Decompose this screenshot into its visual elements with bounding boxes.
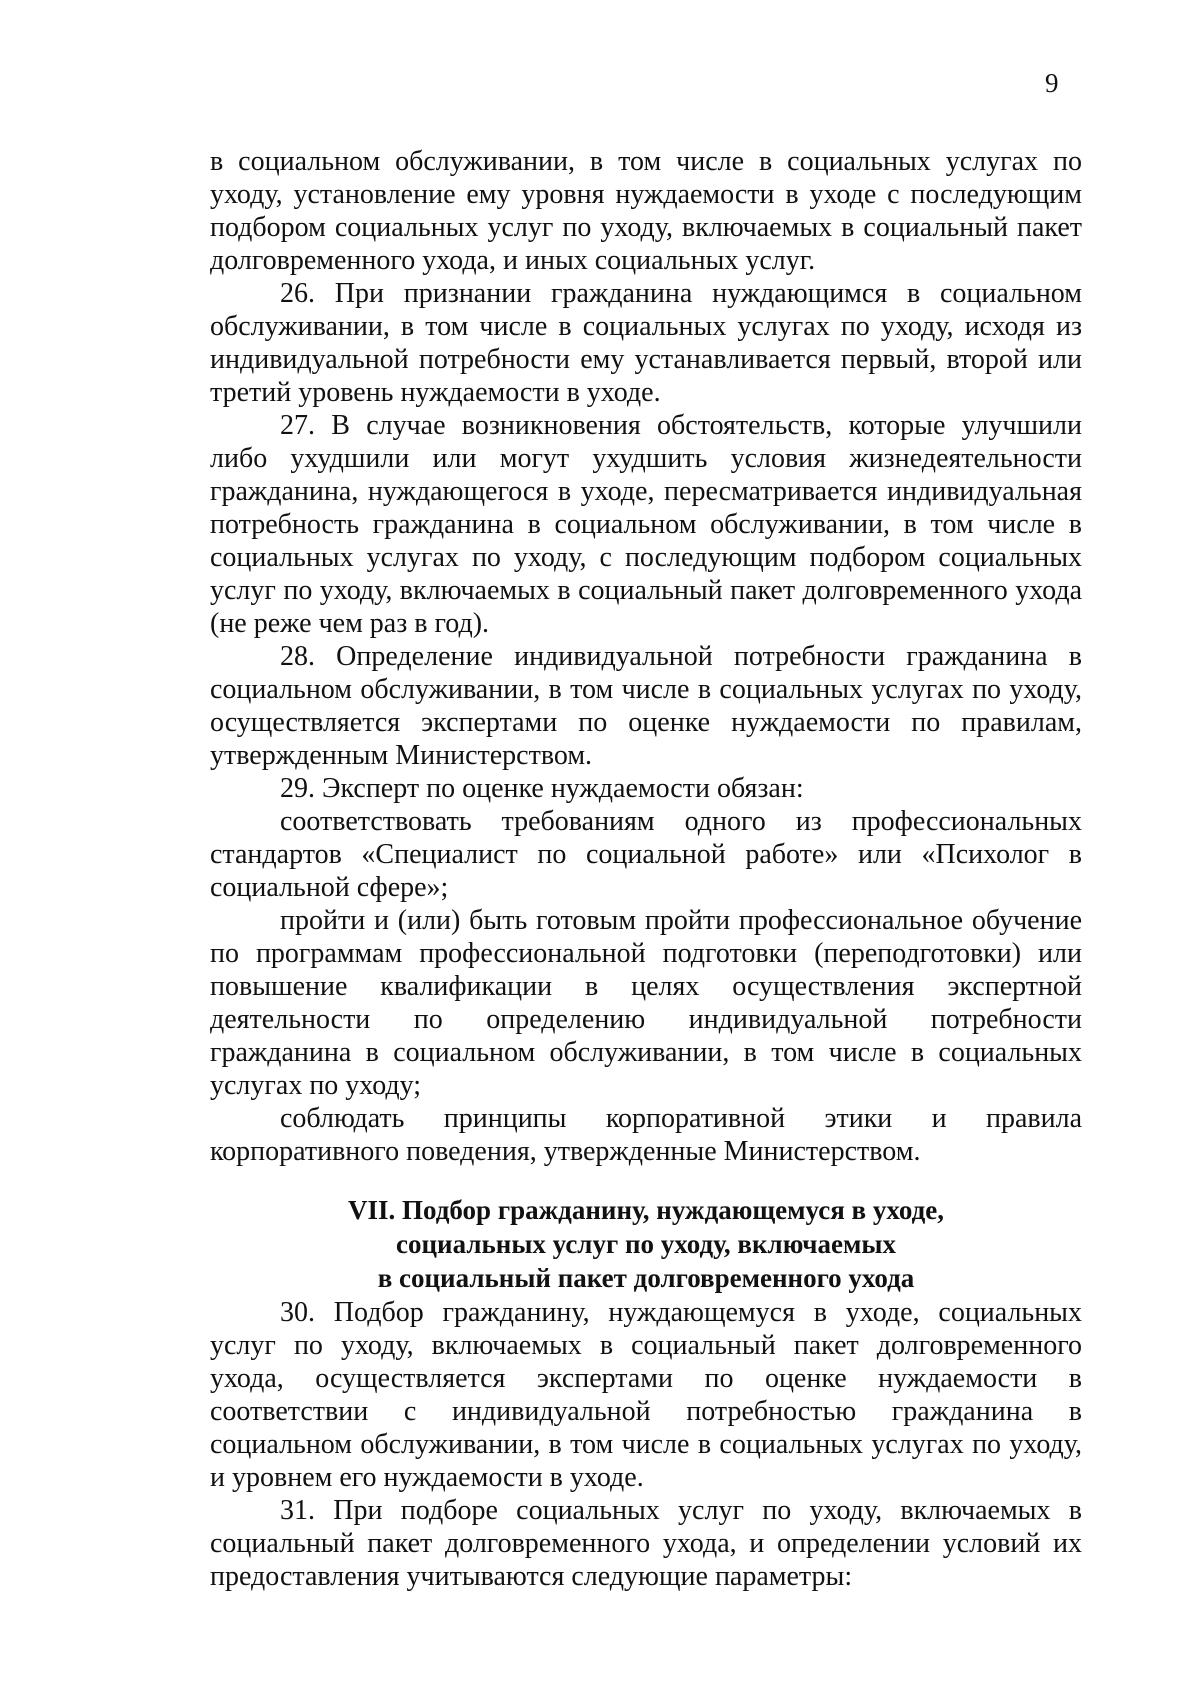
section-heading-line-1: VII. Подбор гражданину, нуждающемуся в уходе, <box>348 1195 944 1225</box>
section-heading-line-2: социальных услуг по уходу, включаемых <box>396 1229 896 1259</box>
paragraph-29: 29. Эксперт по оценке нуждаемости обязан: <box>280 773 804 804</box>
paragraph-28: 28. Определение индивидуальной потребности гражданина в социальном обслуживании, в том числе в социальных услугах по уходу, осуществляется экспертами по оценке нуждаемости по правилам, утвержденным Министерством. <box>210 641 1082 771</box>
section-heading-line-3: в социальный пакет долговременного ухода <box>377 1263 915 1293</box>
paragraph-29-item-3: соблюдать принципы корпоративной этики и правила корпоративного поведения, утвержденные Министерством. <box>210 1103 1082 1167</box>
paragraph-29-item-2: пройти и (или) быть готовым пройти профессиональное обучение по программам профессиональной подготовки (переподготовки) или повышение квалификации в целях осуществления экспертной деятельности по определению индивидуальной потребности гражданина в социальном обслуживании, в том числе в социальных услугах по уходу; <box>210 905 1082 1101</box>
paragraph-26: 26. При признании гражданина нуждающимся в социальном обслуживании, в том числе в социальных услугах по уходу, исходя из индивидуальной потребности ему устанавливается первый, второй или третий уровень нуждаемости в уходе. <box>210 278 1082 408</box>
paragraph-31: 31. При подборе социальных услуг по уходу, включаемых в социальный пакет долговременного ухода, и определении условий их предоставления учитываются следующие параметры: <box>210 1495 1082 1592</box>
paragraph-continuation: в социальном обслуживании, в том числе в социальных услугах по уходу, установление ему уровня нуждаемости в уходе с последующим подбором социальных услуг по уходу, включаемых в социальный пакет долговременного ухода, и иных социальных услуг. <box>210 146 1082 276</box>
paragraph-30: 30. Подбор гражданину, нуждающемуся в уходе, социальных услуг по уходу, включаемых в социальный пакет долговременного ухода, осуществляется экспертами по оценке нуждаемости в соответствии с индивидуальной потребностью гражданина в социальном обслуживании, в том числе в социальных услугах по уходу, и уровнем его нуждаемости в уходе. <box>210 1297 1082 1493</box>
paragraph-29-item-1: соответствовать требованиям одного из профессиональных стандартов «Специалист по социальной работе» или «Психолог в социальной сфере»; <box>210 806 1082 903</box>
page-number: 9 <box>1045 68 1059 98</box>
section-heading <box>210 1193 1082 1295</box>
body-text-bottom <box>210 1296 1082 1593</box>
body-text-top <box>210 145 1082 1168</box>
paragraph-27: 27. В случае возникновения обстоятельств, которые улучшили либо ухудшили или могут ухудшить условия жизнедеятельности гражданина, нуждающегося в уходе, пересматривается индивидуальная потребность гражданина в социальном обслуживании, в том числе в социальных услугах по уходу, с последующим подбором социальных услуг по уходу, включаемых в социальный пакет долговременного ухода (не реже чем раз в год). <box>210 410 1082 639</box>
